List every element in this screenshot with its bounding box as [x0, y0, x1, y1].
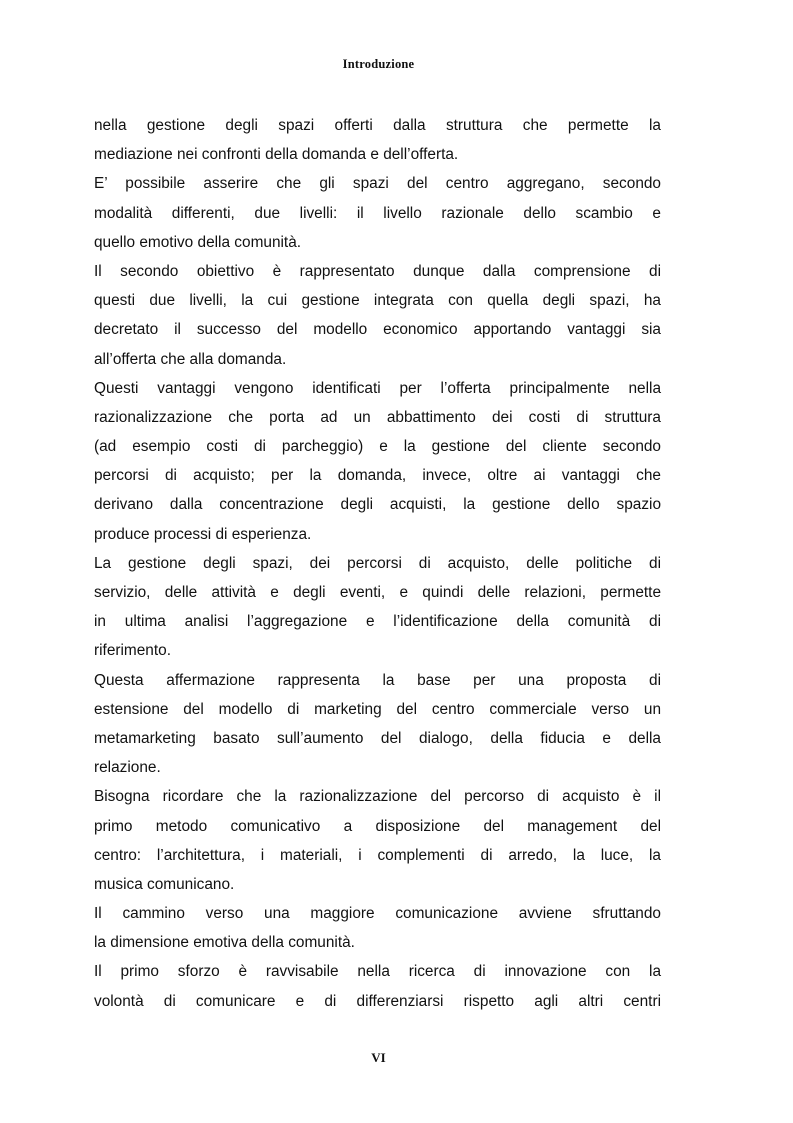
- text-line: razionalizzazione che porta ad un abbattimento dei costi di struttura: [94, 408, 661, 426]
- text-line: produce processi di esperienza.: [94, 525, 312, 543]
- text-line: musica comunicano.: [94, 875, 235, 893]
- text-line: la dimensione emotiva della comunità.: [94, 934, 355, 952]
- text-line: primo metodo comunicativo a disposizione del management del: [94, 817, 661, 835]
- text-line: nella gestione degli spazi offerti dalla struttura che permette la: [94, 117, 661, 134]
- text-line: centro: l’architettura, i materiali, i complementi di arredo, la luce, la: [94, 846, 661, 864]
- text-line: Il cammino verso una maggiore comunicazione avviene sfruttando: [94, 905, 661, 923]
- text-line: all’offerta che alla domanda.: [94, 350, 287, 368]
- text-line: questi due livelli, la cui gestione integrata con quella degli spazi, ha: [94, 292, 661, 310]
- text-line: mediazione nei confronti della domanda e dell’offerta.: [94, 146, 459, 164]
- text-line: decretato il successo del modello economico apportando vantaggi sia: [94, 321, 661, 339]
- text-line: metamarketing basato sull’aumento del dialogo, della fiducia e della: [94, 729, 661, 747]
- text-line: quello emotivo della comunità.: [94, 233, 302, 251]
- text-line: volontà di comunicare e di differenziarsi rispetto agli altri centri: [94, 992, 661, 1010]
- text-line: Il primo sforzo è ravvisabile nella ricerca di innovazione con la: [94, 963, 661, 981]
- text-line: relazione.: [94, 759, 161, 777]
- page-number: VI: [371, 1050, 386, 1065]
- text-line: Il secondo obiettivo è rappresentato dunque dalla comprensione di: [94, 262, 661, 280]
- text-line: Questi vantaggi vengono identificati per l’offerta principalmente nella: [94, 379, 661, 397]
- text-line: percorsi di acquisto; per la domanda, invece, oltre ai vantaggi che: [94, 467, 661, 485]
- text-line: La gestione degli spazi, dei percorsi di acquisto, delle politiche di: [94, 554, 661, 572]
- text-line: Bisogna ricordare che la razionalizzazione del percorso di acquisto è il: [94, 788, 661, 806]
- text-line: servizio, delle attività e degli eventi, e quindi delle relazioni, permette: [94, 584, 661, 601]
- text-line: E’ possibile asserire che gli spazi del centro aggregano, secondo: [94, 175, 661, 193]
- body-text: [94, 111, 661, 1016]
- text-line: derivano dalla concentrazione degli acquisti, la gestione dello spazio: [94, 496, 661, 514]
- text-line: (ad esempio costi di parcheggio) e la gestione del cliente secondo: [94, 438, 661, 456]
- page-header-title: Introduzione: [342, 57, 415, 71]
- text-line: in ultima analisi l’aggregazione e l’identificazione della comunità di: [94, 613, 661, 631]
- text-line: modalità differenti, due livelli: il livello razionale dello scambio e: [94, 204, 661, 222]
- text-line: riferimento.: [94, 642, 171, 660]
- text-line: estensione del modello di marketing del centro commerciale verso un: [94, 700, 661, 718]
- text-line: Questa affermazione rappresenta la base per una proposta di: [94, 671, 661, 689]
